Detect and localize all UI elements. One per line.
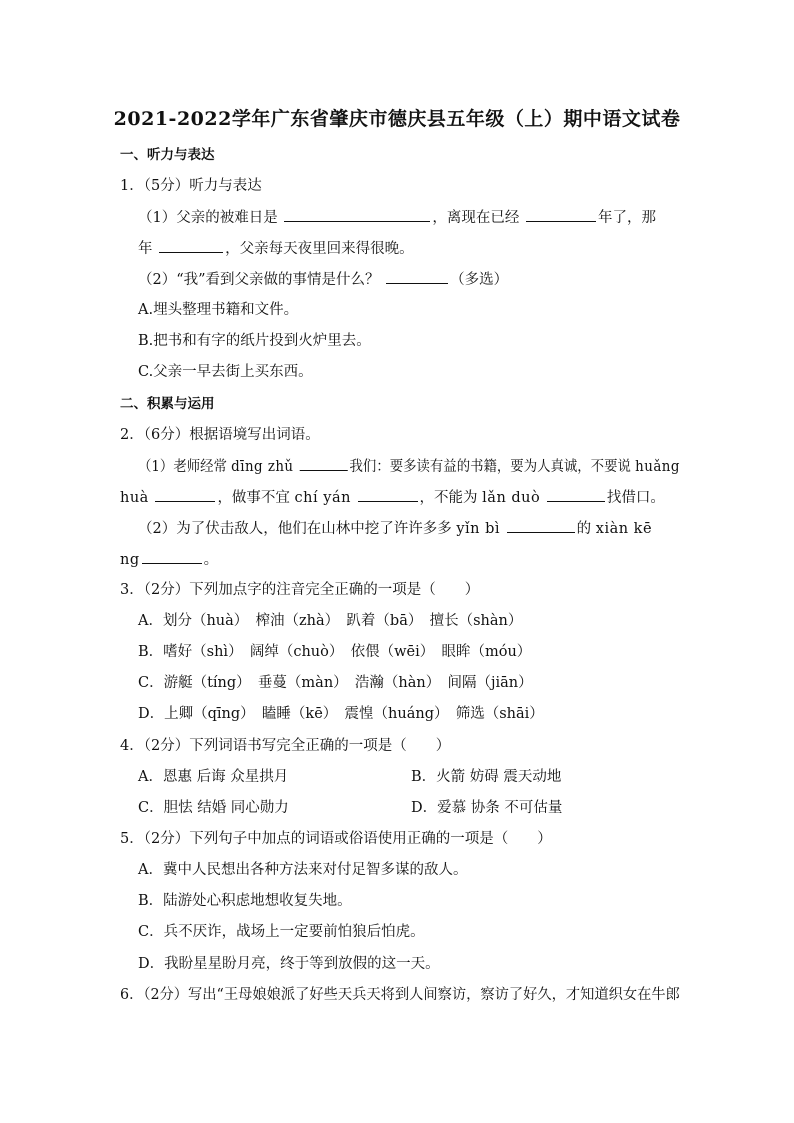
question-2-line-2: huà ，做事不宜 chí yán ，不能为 lǎn duò 找借口。 [120, 487, 665, 508]
question-3-option-c: C．游艇（tíng） 垂蔓（màn） 浩瀚（hàn） 间隔（jiān） [138, 675, 533, 691]
answer-blank[interactable] [159, 238, 223, 253]
question-5-option-b: B．陆游处心积虑地想收复失地。 [138, 893, 352, 909]
question-3-option-d: D．上卿（qīng） 瞌睡（kē） 震惶（huáng） 筛选（shāi） [138, 706, 544, 722]
question-5-option-a: A．冀中人民想出各种方法来对付足智多谋的敌人。 [138, 862, 468, 878]
question-4-option-a: A．恩惠 后诲 众星拱月 [138, 769, 289, 785]
question-1-option-c: C.父亲一早去街上买东西。 [138, 364, 313, 380]
question-2-line-4: ng 。 [120, 549, 218, 570]
question-6-head: 6．（2分）写出“王母娘娘派了好些天兵天将到人间察访，察访了好久，才知道织女在牛郎 [120, 987, 680, 1003]
answer-blank[interactable] [142, 549, 202, 564]
answer-blank[interactable] [386, 269, 448, 284]
question-5-option-c: C．兵不厌诈，战场上一定要前怕狼后怕虎。 [138, 924, 425, 940]
answer-blank[interactable] [526, 207, 596, 222]
question-3-head: 3．（2分）下列加点字的注音完全正确的一项是（ ） [120, 582, 480, 598]
question-2-line-3: （2）为了伏击敌人，他们在山林中挖了许许多多 yǐn bì 的 xiàn kē [138, 518, 652, 539]
exam-title: 2021-2022学年广东省肇庆市德庆县五年级（上）期中语文试卷 [113, 108, 681, 130]
question-1-option-a: A.埋头整理书籍和文件。 [138, 302, 299, 318]
answer-blank[interactable] [547, 487, 605, 502]
answer-blank[interactable] [284, 207, 430, 222]
question-4-option-d: D．爱慕 协条 不可估量 [411, 800, 563, 816]
answer-blank[interactable] [155, 487, 215, 502]
answer-blank[interactable] [358, 487, 418, 502]
answer-blank[interactable] [300, 456, 348, 471]
question-1-head: 1．（5分）听力与表达 [120, 178, 262, 194]
question-5-option-d: D．我盼星星盼月亮，终于等到放假的这一天。 [138, 956, 440, 972]
section-heading-accumulation: 二、积累与运用 [120, 396, 215, 412]
question-3-option-b: B．嗜好（shì） 阔绰（chuò） 依偎（wēi） 眼眸（móu） [138, 644, 532, 660]
section-heading-listening: 一、听力与表达 [120, 147, 215, 163]
question-4-head: 4．（2分）下列词语书写完全正确的一项是（ ） [120, 738, 451, 754]
question-5-head: 5．（2分）下列句子中加点的词语或俗语使用正确的一项是（ ） [120, 831, 552, 847]
answer-blank[interactable] [507, 518, 575, 533]
question-2-line-1: （1）老师经常 dīng zhǔ 我们：要多读有益的书籍，要为人真诚，不要说 huǎng [138, 456, 680, 477]
question-4-option-c: C．胆怯 结婚 同心勋力 [138, 800, 289, 816]
question-1-part-2: （2）“我”看到父亲做的事情是什么？ （多选） [138, 269, 508, 290]
question-1-part-1: （1）父亲的被难日是 ，离现在已经 年了，那 [138, 207, 656, 228]
question-2-head: 2．（6分）根据语境写出词语。 [120, 427, 320, 443]
question-1-part-1-cont: 年 ，父亲每天夜里回来得很晚。 [138, 238, 414, 259]
question-4-option-b: B．火箭 妨碍 震天动地 [411, 769, 562, 785]
question-1-option-b: B.把书和有字的纸片投到火炉里去。 [138, 333, 371, 349]
question-3-option-a: A．划分（huà） 榨油（zhà） 趴着（bā） 擅长（shàn） [138, 613, 523, 629]
